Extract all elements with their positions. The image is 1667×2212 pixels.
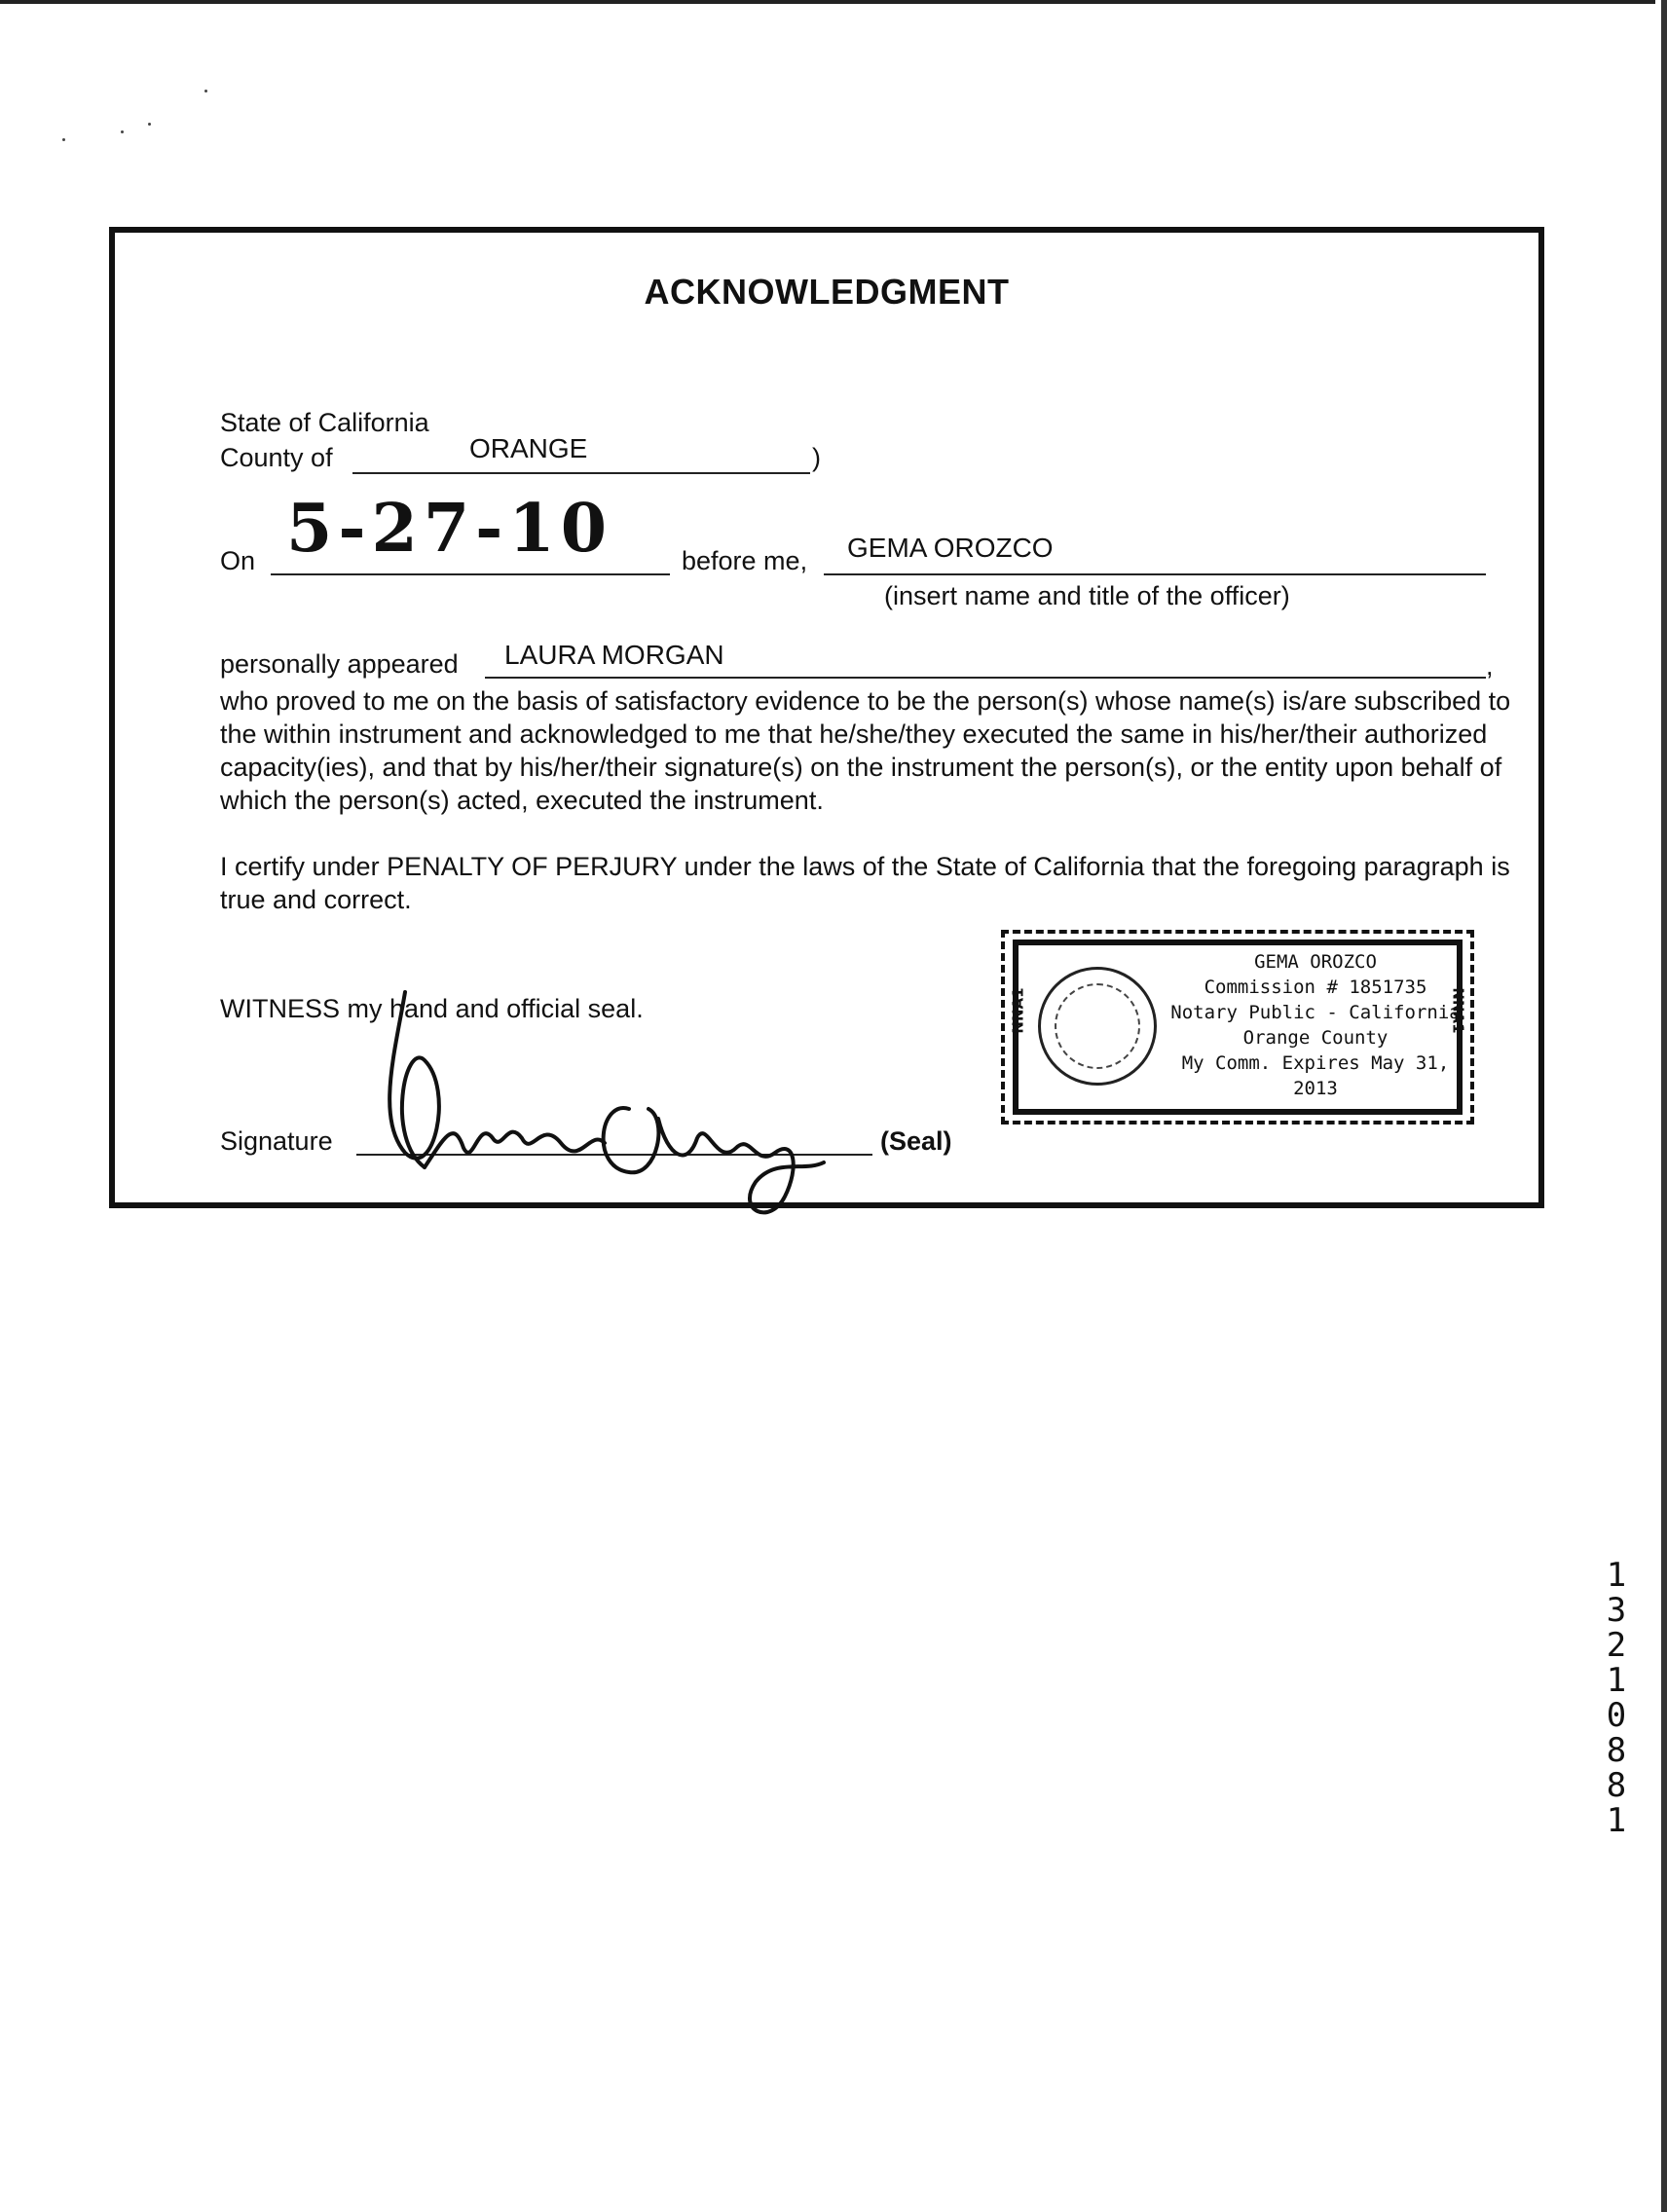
page-right-edge [1661, 0, 1667, 2212]
side-digit: 3 [1606, 1591, 1627, 1630]
stamp-side-mark-left: NNA1 [1009, 987, 1027, 1034]
side-digit: 2 [1606, 1626, 1627, 1665]
scan-speck [204, 90, 207, 92]
officer-caption: (insert name and title of the officer) [884, 581, 1290, 610]
acknowledgment-form [109, 227, 1544, 1208]
date-handwritten: 5-27-10 [286, 490, 613, 568]
page-top-edge [0, 0, 1655, 4]
acknowledgment-paragraph: who proved to me on the basis of satisfactory evidence to be the person(s) whose name(s) is/are subscribed to the within instrument and acknowledged to me that he/she/they executed the same in his/her/their authorized capacity(ies), and that by his/her/their signature(s) on the instrument the person(s), or the entity upon behalf of which the person(s) acted, executed the instrument. [220, 686, 1511, 815]
side-digit: 1 [1606, 1661, 1627, 1700]
appeared-name: LAURA MORGAN [504, 640, 724, 670]
stamp-commission: Commission # 1851735 [1204, 977, 1427, 998]
signature-label: Signature [220, 1126, 333, 1156]
county-close-paren: ) [812, 443, 821, 472]
perjury-paragraph: I certify under PENALTY OF PERJURY under the laws of the State of California that the foregoing paragraph is true and correct. [220, 852, 1510, 914]
stamp-expires: My Comm. Expires May 31, 2013 [1181, 1052, 1450, 1099]
appeared-trailing-comma: , [1486, 651, 1494, 681]
state-line: State of California [220, 408, 429, 437]
appeared-blank [485, 677, 1486, 679]
state-seal-icon [1038, 967, 1157, 1086]
witness-line: WITNESS my hand and official seal. [220, 994, 644, 1023]
on-label: On [220, 546, 256, 575]
county-value: ORANGE [469, 433, 588, 463]
state-seal-inner [1055, 983, 1140, 1069]
form-title: ACKNOWLEDGMENT [644, 272, 1010, 312]
stamp-text-block [1165, 949, 1466, 1101]
county-label: County of [220, 443, 333, 472]
scan-speck [62, 138, 65, 141]
officer-blank [824, 573, 1486, 575]
side-digit: 8 [1606, 1766, 1627, 1805]
handwritten-signature [366, 973, 911, 1226]
side-digit: 0 [1606, 1696, 1627, 1735]
county-blank [352, 472, 810, 474]
document-control-number [1597, 1558, 1636, 1838]
side-digit: 8 [1606, 1731, 1627, 1770]
date-blank [271, 573, 670, 575]
stamp-title: Notary Public - California [1170, 1002, 1461, 1023]
scan-speck [148, 123, 151, 126]
side-digit: 1 [1606, 1801, 1627, 1840]
notary-stamp [1013, 940, 1463, 1115]
stamp-side-mark-right: NNA1 [1449, 987, 1467, 1034]
scan-speck [121, 130, 124, 133]
stamp-name: GEMA OROZCO [1254, 951, 1377, 973]
before-me-label: before me, [682, 546, 808, 575]
personally-appeared-label: personally appeared [220, 649, 459, 679]
seal-label: (Seal) [880, 1126, 952, 1156]
side-digit: 1 [1606, 1556, 1627, 1595]
stamp-county: Orange County [1242, 1027, 1389, 1049]
officer-name: GEMA OROZCO [847, 533, 1054, 563]
